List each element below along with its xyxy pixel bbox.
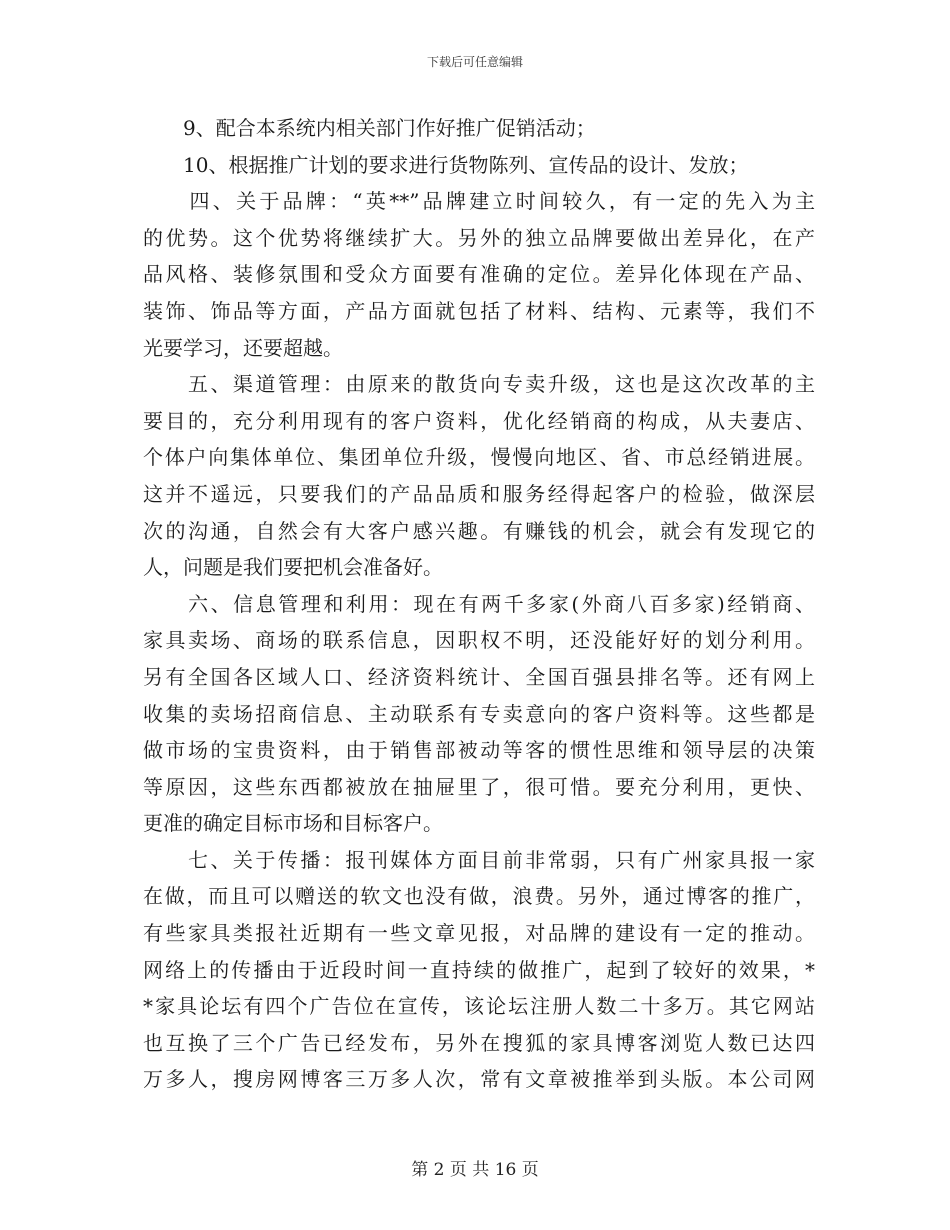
text-line: 家具卖场、商场的联系信息，因职权不明，还没能好好的划分利用。	[143, 628, 815, 653]
text-line: 收集的卖场招商信息、主动联系有专卖意向的客户资料等。这些都是	[143, 701, 815, 726]
text-line: 9、配合本系统内相关部门作好推广促销活动；	[143, 116, 596, 140]
text-line: 等原因，这些东西都被放在抽屉里了，很可惜。要充分利用，更快、	[143, 774, 815, 799]
text-line: 次的沟通，自然会有大客户感兴趣。有赚钱的机会，就会有发现它的	[143, 518, 815, 543]
text-line: 光要学习，还要超越。	[143, 335, 343, 360]
text-line: 个体户向集体单位、集团单位升级，慢慢向地区、省、市总经销进展。	[143, 445, 815, 470]
text-line: 有些家具类报社近期有一些文章见报，对品牌的建设有一定的推动。	[143, 921, 815, 946]
text-line: 做市场的宝贵资料，由于销售部被动等客的惯性思维和领导层的决策	[143, 738, 815, 763]
text-line: 六、信息管理和利用：现在有两千多家(外商八百多家)经销商、	[143, 591, 815, 616]
text-line: 品风格、装修氛围和受众方面要有准确的定位。差异化体现在产品、	[143, 262, 815, 287]
text-line: 另有全国各区域人口、经济资料统计、全国百强县排名等。还有网上	[143, 664, 815, 689]
text-line: 这并不遥远，只要我们的产品品质和服务经得起客户的检验，做深层	[143, 481, 815, 506]
text-line: 网络上的传播由于近段时间一直持续的做推广，起到了较好的效果，*	[143, 957, 815, 982]
text-line: 人，问题是我们要把机会准备好。	[143, 555, 443, 580]
text-line: 更准的确定目标市场和目标客户。	[143, 811, 443, 836]
text-line: 装饰、饰品等方面，产品方面就包括了材料、结构、元素等，我们不	[143, 298, 815, 323]
text-line: 万多人，搜房网博客三万多人次，常有文章被推举到头版。本公司网	[143, 1067, 815, 1092]
page-header: 下载后可任意编辑	[426, 55, 523, 69]
text-line: *家具论坛有四个广告位在宣传，该论坛注册人数二十多万。其它网站	[143, 994, 815, 1019]
text-line: 五、渠道管理：由原来的散货向专卖升级，这也是这次改革的主	[143, 372, 815, 397]
text-line: 10、根据推广计划的要求进行货物陈列、宣传品的设计、发放；	[143, 152, 749, 177]
text-line: 的优势。这个优势将继续扩大。另外的独立品牌要做出差异化，在产	[143, 225, 815, 250]
text-line: 要目的，充分利用现有的客户资料，优化经销商的构成，从夫妻店、	[143, 408, 815, 433]
text-line: 七、关于传播：报刊媒体方面目前非常弱，只有广州家具报一家	[143, 847, 815, 872]
text-line: 在做，而且可以赠送的软文也没有做，浪费。另外，通过博客的推广，	[143, 884, 815, 909]
page-footer: 第 2 页 共 16 页	[411, 1160, 539, 1180]
document-body	[143, 110, 815, 1098]
text-line: 也互换了三个广告已经发布，另外在搜狐的家具博客浏览人数已达四	[143, 1030, 815, 1055]
text-line: 四、关于品牌：“英**”品牌建立时间较久，有一定的先入为主	[143, 189, 815, 214]
